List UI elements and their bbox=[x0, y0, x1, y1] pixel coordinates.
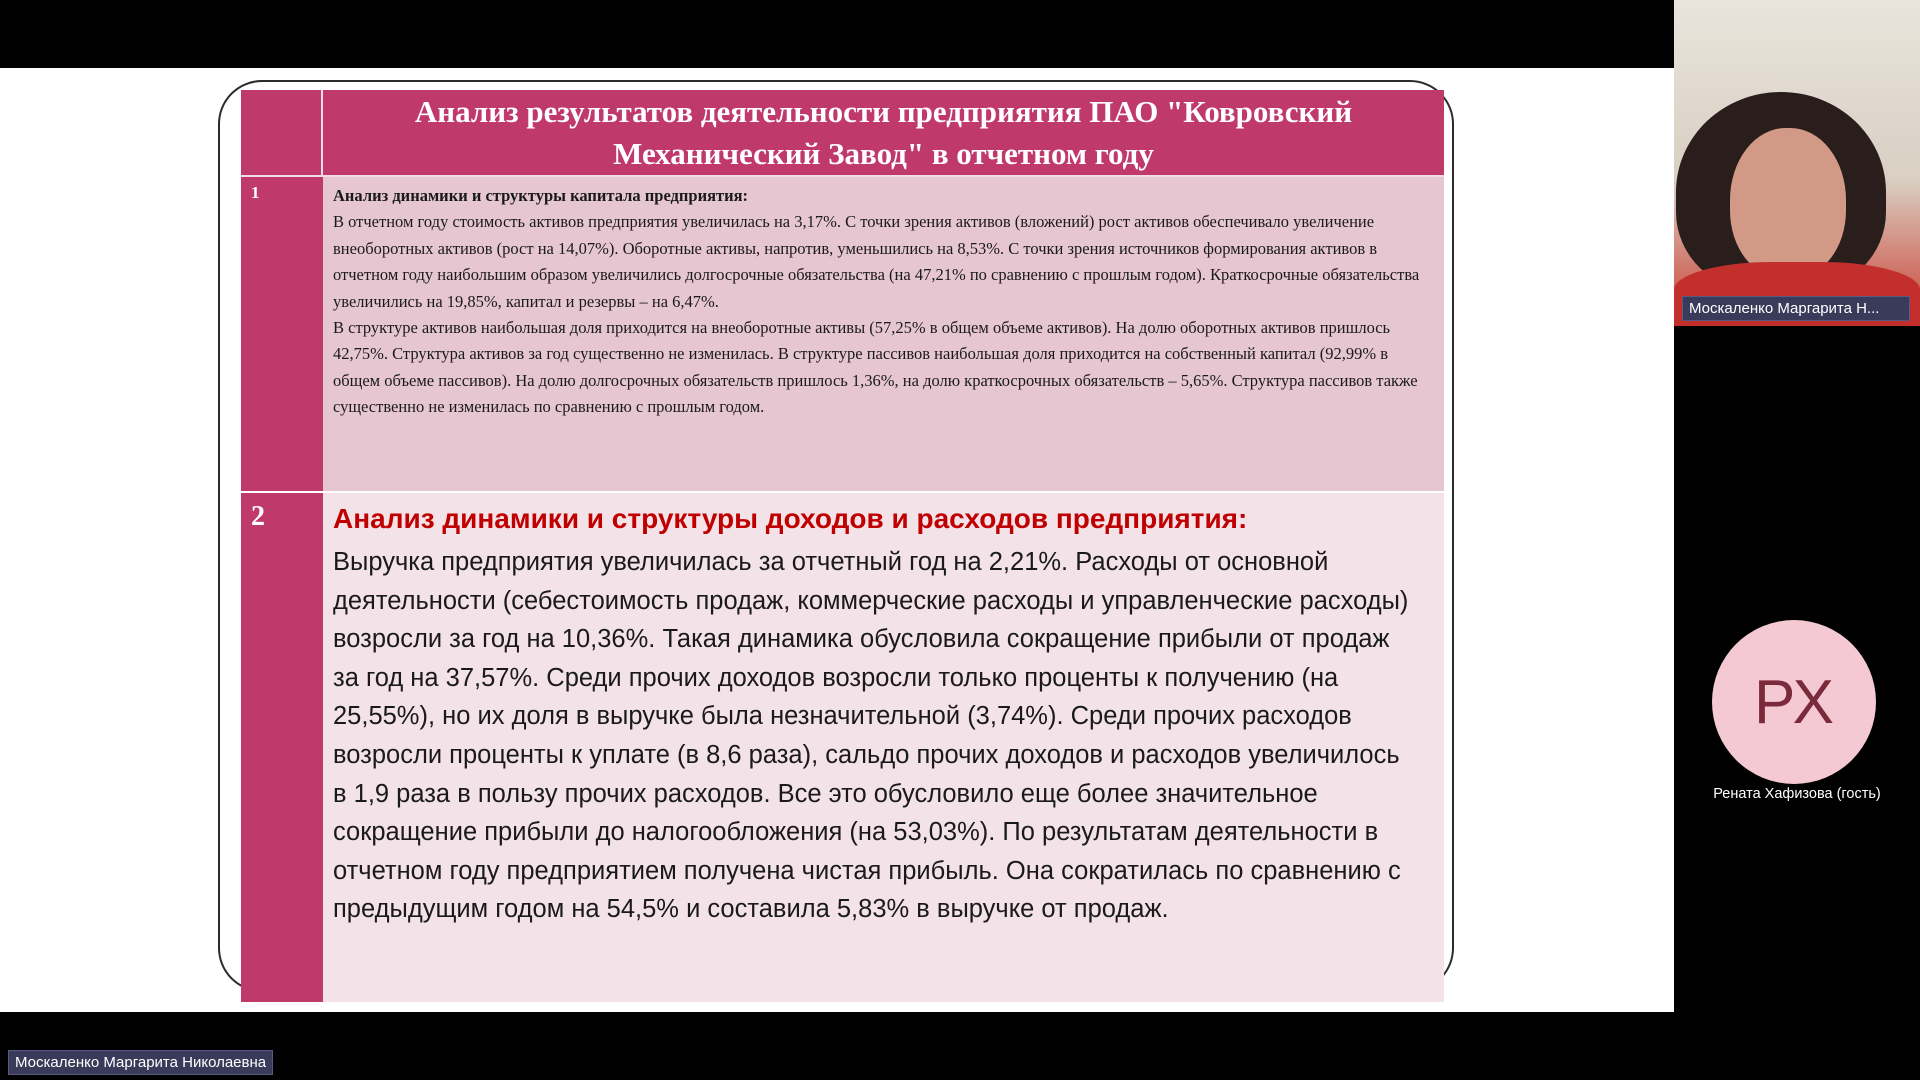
row-2-paragraph: Выручка предприятия увеличилась за отчетный год на 2,21%. Расходы от основной деятельности (себестоимость продаж, коммерческие расходы и управленческие расходы) возросли за год на 10,36%. Такая динамика обусловила сокращение прибыли от продаж за год на 37,57%. Среди прочих доходов возросли только проценты к получению (на 25,55%), но их доля в выручке была незначительной (3,74%). Среди прочих расходов возросли проценты к уплате (в 8,6 раза), сальдо прочих доходов и расходов увеличилось в 1,9 раза в пользу прочих расходов. Все это обусловило еще более значительное сокращение прибыли до налогообложения (на 53,03%). По результатам деятельности в отчетном году предприятием получена чистая прибыль. Она сократилась по сравнению с предыдущим годом на 54,5% и составила 5,83% в выручке от продаж. bbox=[333, 548, 1409, 924]
row-2-number: 2 bbox=[241, 491, 323, 1002]
row-1-paragraph-2: В структуре активов наибольшая доля приходится на внеоборотные активы (57,25% в общем объеме активов). На долю оборотных активов пришлось 42,75%. Структура активов за год существенно не изменилась. В структуре пассивов наибольшая доля приходится на собственный капитал (92,99% в общем объеме пассивов). На долю долгосрочных обязательств пришлось 1,36%, на долю краткосрочных обязательств – 5,65%. Структура пассивов также существенно не изменилась по сравнению с прошлым годом. bbox=[333, 318, 1418, 417]
shared-screen bbox=[0, 68, 1674, 1012]
slide-table bbox=[241, 90, 1444, 1002]
row-1-number: 1 bbox=[241, 175, 323, 491]
row-2-content bbox=[323, 491, 1444, 1002]
presenter-name-tag: Москаленко Маргарита Николаевна bbox=[8, 1050, 273, 1075]
guest-name-label: Рената Хафизова (гость) bbox=[1713, 786, 1881, 802]
participant-face bbox=[1730, 128, 1846, 278]
header-number-cell bbox=[241, 90, 323, 175]
video-name-tag: Москаленко Маргарита Н... bbox=[1682, 296, 1910, 321]
guest-avatar[interactable]: РХ bbox=[1712, 620, 1876, 784]
row-1-heading: Анализ динамики и структуры капитала предприятия: bbox=[333, 186, 749, 205]
row-2-heading: Анализ динамики и структуры доходов и расходов предприятия: bbox=[333, 503, 1248, 534]
participant-video-tile[interactable] bbox=[1674, 0, 1920, 326]
row-1-paragraph-1: В отчетном году стоимость активов предприятия увеличилась на 3,17%. С точки зрения активов (вложений) рост активов обеспечивало увеличение внеоборотных активов (рост на 14,07%). Оборотные активы, напротив, уменьшились на 8,53%. С точки зрения источников формирования активов в отчетном году наибольшим образом увеличились долгосрочные обязательства (на 47,21% по сравнению с прошлым годом). Краткосрочные обязательства увеличились на 19,85%, капитал и резервы – на 6,47%. bbox=[333, 212, 1420, 311]
row-1-content bbox=[323, 175, 1444, 491]
slide-title: Анализ результатов деятельности предприятия ПАО "Ковровский Механический Завод" в отчетном году bbox=[323, 90, 1444, 175]
